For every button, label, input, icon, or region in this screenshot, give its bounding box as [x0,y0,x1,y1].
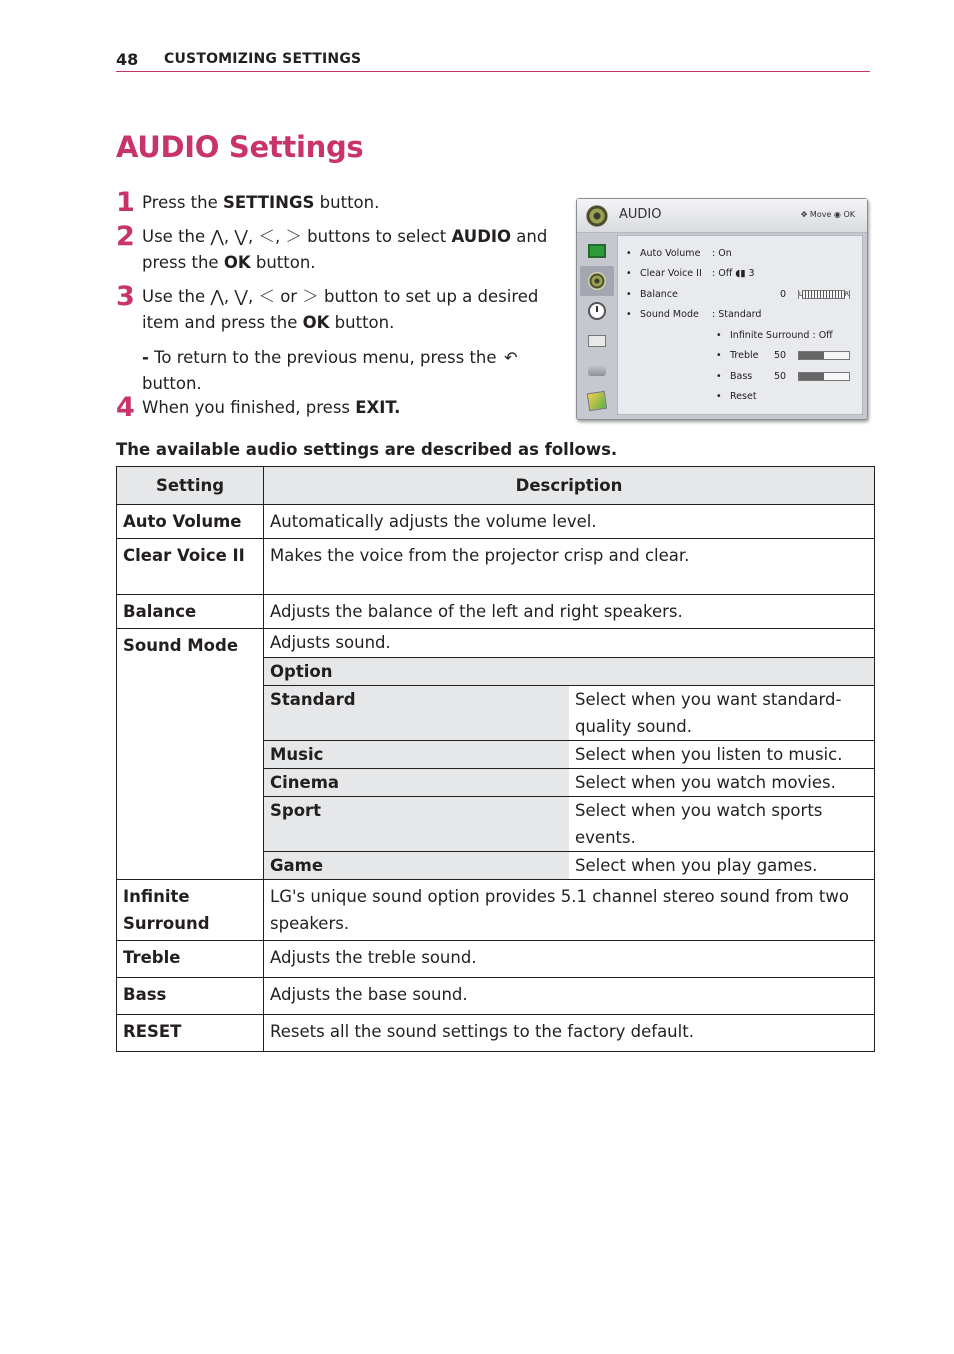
table-row: RESET Resets all the sound settings to the factory default. [117,1015,875,1052]
page-title: AUDIO Settings [116,130,364,164]
osd-value: 50 [774,350,787,361]
osd-panel [617,235,863,415]
osd-item-sound-mode: • Sound Mode [626,309,699,320]
list-item: Standard Select when you want standard-quality sound. [264,686,874,741]
audio-settings-table [116,466,875,1052]
table-caption: The available audio settings are described as follows. [116,440,618,459]
steps-list [116,186,576,421]
osd-tab-audio [580,266,614,296]
table-row: Auto Volume Automatically adjusts the volume level. [117,505,875,539]
audio-icon [588,272,606,290]
osd-item-reset: • Reset [716,391,757,402]
osd-item-bass: • Bass [716,371,753,382]
osd-value: : Standard [712,309,762,320]
bass-bar [798,372,850,381]
osd-sidebar [580,236,615,414]
osd-tab-setup [580,356,614,386]
osd-tab-option [580,326,614,356]
picture-icon [588,244,606,258]
step-3-note: - To return to the previous menu, press the ↶ button. [116,345,576,397]
option-icon [588,335,606,347]
sound-mode-description: Adjusts sound. Option Standard Select when you want standard-quality sound. Music Select when you listen to music. Cinema Select when you watch movies. Sport Select when you watch sports events. Game Select when you play games. [264,629,875,880]
list-item: Game Select when you play games. [264,852,874,880]
treble-bar [798,351,850,360]
osd-tab-media [580,386,614,416]
media-icon [587,391,607,411]
table-row: Sound Mode Adjusts sound. Option Standard Select when you want standard-quality sound. Music Select when you listen to music. Cinema Select when you watch movies. Sport Select when you watch sports events. Game Select when you play games. [117,629,875,880]
osd-item-balance: • Balance [626,289,678,300]
step-1: 1 Press the SETTINGS button. [116,187,380,218]
table-header-row [117,467,875,505]
osd-item-treble: • Treble [716,350,759,361]
step-4: 4 When you finished, press EXIT. [116,392,401,423]
balance-bar: L R [799,291,849,298]
step-3: 3 Use the ⋀, ⋁, ＜ or ＞ button to set up a desired item and press the OK button. [116,281,539,332]
step-number: 3 [116,281,135,312]
option-header: Option [264,658,874,686]
section-name: CUSTOMIZING SETTINGS [164,51,362,67]
osd-tab-picture [580,236,614,266]
page-number: 48 [116,50,139,69]
osd-value: : On [712,248,732,259]
setup-icon [588,366,606,376]
col-setting-header: Setting [117,467,264,505]
step-number: 4 [116,392,135,423]
sound-mode-options [264,658,874,879]
osd-value: 0 [780,289,787,300]
osd-item-clear-voice: • Clear Voice II [626,268,702,279]
osd-item-infinite-surround: • Infinite Surround : Off [716,330,833,341]
table-row: Bass Adjusts the base sound. [117,978,875,1015]
table-row: Treble Adjusts the treble sound. [117,941,875,978]
osd-title: AUDIO [619,207,662,222]
table-row: Balance Adjusts the balance of the left and right speakers. [117,595,875,629]
osd-value: 50 [774,371,787,382]
osd-tab-time [580,296,614,326]
osd-value: : Off ◖▮ 3 [712,268,755,279]
osd-header [577,199,867,233]
osd-item-auto-volume: • Auto Volume [626,248,701,259]
step-number: 1 [116,187,135,218]
list-item: Sport Select when you watch sports events. [264,797,874,852]
step-number: 2 [116,221,135,252]
return-icon: ↶ [504,348,518,367]
col-description-header: Description [264,467,875,505]
step-2: 2 Use the ⋀, ⋁, ＜, ＞ buttons to select AUDIO and press the OK button. [116,221,548,272]
audio-menu-screenshot [576,198,868,420]
table-row: Infinite Surround LG's unique sound option provides 5.1 channel stereo sound from two speakers. [117,880,875,941]
speaker-icon [586,205,608,227]
osd-help-hint: ✥ Move ◉ OK [800,210,855,219]
table-row: Clear Voice II Makes the voice from the projector crisp and clear. [117,539,875,595]
list-item: Cinema Select when you watch movies. [264,769,874,797]
time-icon [588,302,606,320]
page-header [116,48,870,72]
list-item: Music Select when you listen to music. [264,741,874,769]
